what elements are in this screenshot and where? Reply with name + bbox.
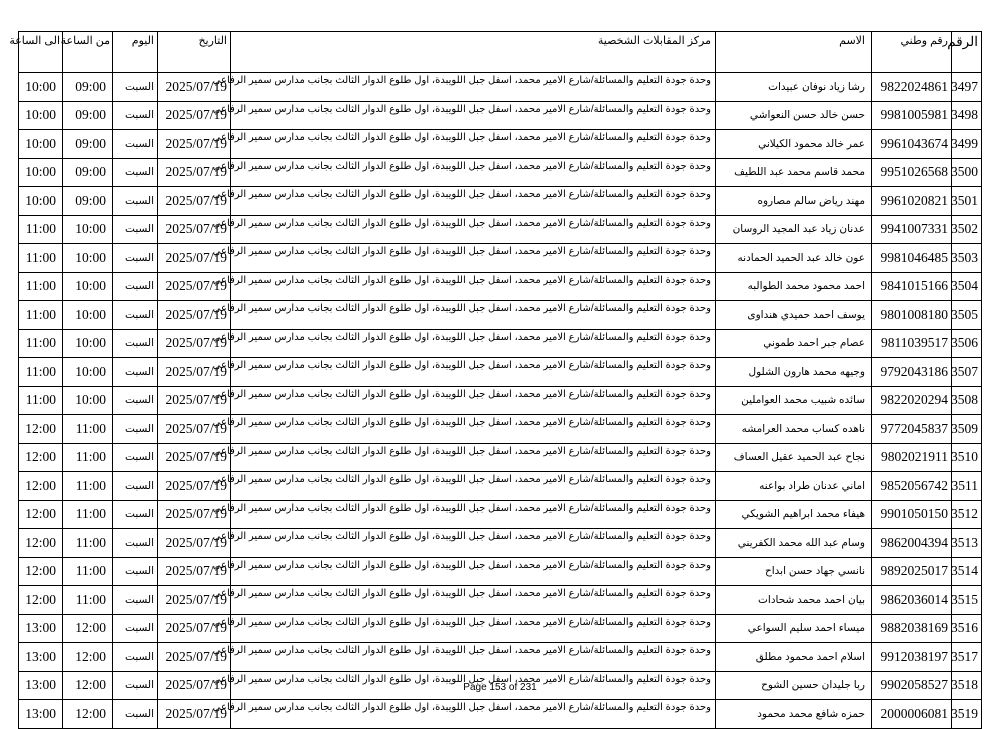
cell-center: وحدة جودة التعليم والمسائلة/شارع الامير محمد، اسفل جبل اللويبدة، اول طلوع الدوار الثالث بجانب مدارس سمير الرفاعي <box>231 301 716 330</box>
cell-date: 2025/07/19 <box>158 130 231 159</box>
cell-from-time: 10:00 <box>63 301 113 330</box>
cell-national-id: 9941007331 <box>872 215 952 244</box>
cell-name: اسلام احمد محمود مطلق <box>716 643 872 672</box>
cell-center: وحدة جودة التعليم والمسائلة/شارع الامير محمد، اسفل جبل اللويبدة، اول طلوع الدوار الثالث بجانب مدارس سمير الرفاعي <box>231 643 716 672</box>
cell-date: 2025/07/19 <box>158 329 231 358</box>
table-row <box>19 272 982 301</box>
table-row <box>19 529 982 558</box>
cell-center: وحدة جودة التعليم والمسائلة/شارع الامير محمد، اسفل جبل اللويبدة، اول طلوع الدوار الثالث بجانب مدارس سمير الرفاعي <box>231 101 716 130</box>
cell-center: وحدة جودة التعليم والمسائلة/شارع الامير محمد، اسفل جبل اللويبدة، اول طلوع الدوار الثالث بجانب مدارس سمير الرفاعي <box>231 614 716 643</box>
cell-from-time: 11:00 <box>63 529 113 558</box>
cell-to-time: 11:00 <box>19 215 63 244</box>
cell-name: هيفاء محمد ابراهيم الشويكي <box>716 500 872 529</box>
cell-day: السبت <box>113 443 158 472</box>
cell-day: السبت <box>113 130 158 159</box>
cell-name: نانسي جهاد حسن ابداح <box>716 557 872 586</box>
cell-center: وحدة جودة التعليم والمسائلة/شارع الامير محمد، اسفل جبل اللويبدة، اول طلوع الدوار الثالث بجانب مدارس سمير الرفاعي <box>231 386 716 415</box>
header-seq: الرقم <box>952 32 982 73</box>
cell-date: 2025/07/19 <box>158 415 231 444</box>
cell-date: 2025/07/19 <box>158 671 231 700</box>
cell-seq: 3503 <box>952 244 982 273</box>
header-row <box>19 32 982 73</box>
cell-seq: 3510 <box>952 443 982 472</box>
cell-national-id: 9901050150 <box>872 500 952 529</box>
cell-date: 2025/07/19 <box>158 101 231 130</box>
cell-name: يوسف احمد حميدي هنداوى <box>716 301 872 330</box>
cell-seq: 3517 <box>952 643 982 672</box>
cell-date: 2025/07/19 <box>158 187 231 216</box>
cell-name: وجيهه محمد هارون الشلول <box>716 358 872 387</box>
cell-to-time: 10:00 <box>19 187 63 216</box>
cell-from-time: 11:00 <box>63 500 113 529</box>
cell-national-id: 9801008180 <box>872 301 952 330</box>
cell-national-id: 9811039517 <box>872 329 952 358</box>
cell-national-id: 9902058527 <box>872 671 952 700</box>
cell-name: وسام عبد الله محمد الكفريني <box>716 529 872 558</box>
cell-national-id: 2000006081 <box>872 700 952 729</box>
cell-day: السبت <box>113 101 158 130</box>
table-row <box>19 643 982 672</box>
header-national-id: رقم وطني <box>872 32 952 73</box>
cell-center: وحدة جودة التعليم والمسائلة/شارع الامير محمد، اسفل جبل اللويبدة، اول طلوع الدوار الثالث بجانب مدارس سمير الرفاعي <box>231 415 716 444</box>
cell-national-id: 9951026568 <box>872 158 952 187</box>
cell-day: السبت <box>113 329 158 358</box>
cell-date: 2025/07/19 <box>158 557 231 586</box>
cell-name: مهند رياض سالم مصاروه <box>716 187 872 216</box>
cell-seq: 3498 <box>952 101 982 130</box>
cell-day: السبت <box>113 73 158 102</box>
table-row <box>19 500 982 529</box>
cell-to-time: 13:00 <box>19 614 63 643</box>
header-from-time: من الساعة <box>63 32 113 73</box>
cell-from-time: 12:00 <box>63 671 113 700</box>
cell-center: وحدة جودة التعليم والمسائلة/شارع الامير محمد، اسفل جبل اللويبدة، اول طلوع الدوار الثالث بجانب مدارس سمير الرفاعي <box>231 700 716 729</box>
cell-to-time: 11:00 <box>19 386 63 415</box>
cell-from-time: 11:00 <box>63 443 113 472</box>
table-row <box>19 415 982 444</box>
cell-name: محمد قاسم محمد عبد اللطيف <box>716 158 872 187</box>
cell-day: السبت <box>113 472 158 501</box>
cell-date: 2025/07/19 <box>158 643 231 672</box>
table-row <box>19 244 982 273</box>
table-row <box>19 158 982 187</box>
cell-date: 2025/07/19 <box>158 244 231 273</box>
cell-name: عون خالد عبد الحميد الحمادنه <box>716 244 872 273</box>
cell-day: السبت <box>113 586 158 615</box>
cell-date: 2025/07/19 <box>158 158 231 187</box>
cell-center: وحدة جودة التعليم والمسائلة/شارع الامير محمد، اسفل جبل اللويبدة، اول طلوع الدوار الثالث بجانب مدارس سمير الرفاعي <box>231 557 716 586</box>
table-row <box>19 130 982 159</box>
cell-to-time: 12:00 <box>19 443 63 472</box>
cell-from-time: 09:00 <box>63 73 113 102</box>
cell-to-time: 12:00 <box>19 557 63 586</box>
cell-center: وحدة جودة التعليم والمسائلة/شارع الامير محمد، اسفل جبل اللويبدة، اول طلوع الدوار الثالث بجانب مدارس سمير الرفاعي <box>231 158 716 187</box>
cell-national-id: 9892025017 <box>872 557 952 586</box>
cell-center: وحدة جودة التعليم والمسائلة/شارع الامير محمد، اسفل جبل اللويبدة، اول طلوع الدوار الثالث بجانب مدارس سمير الرفاعي <box>231 272 716 301</box>
cell-name: عمر خالد محمود الكيلاني <box>716 130 872 159</box>
cell-name: ناهده كساب محمد العرامشه <box>716 415 872 444</box>
cell-national-id: 9841015166 <box>872 272 952 301</box>
cell-seq: 3516 <box>952 614 982 643</box>
table-row <box>19 443 982 472</box>
cell-seq: 3513 <box>952 529 982 558</box>
cell-from-time: 11:00 <box>63 557 113 586</box>
cell-date: 2025/07/19 <box>158 301 231 330</box>
cell-date: 2025/07/19 <box>158 614 231 643</box>
cell-date: 2025/07/19 <box>158 586 231 615</box>
cell-name: ربا جليدان حسين الشوح <box>716 671 872 700</box>
cell-day: السبت <box>113 215 158 244</box>
cell-name: رشا زياد نوفان عبيدات <box>716 73 872 102</box>
cell-name: ميساء احمد سليم السواعي <box>716 614 872 643</box>
cell-from-time: 11:00 <box>63 586 113 615</box>
cell-day: السبت <box>113 614 158 643</box>
cell-to-time: 11:00 <box>19 358 63 387</box>
cell-from-time: 11:00 <box>63 472 113 501</box>
cell-national-id: 9822024861 <box>872 73 952 102</box>
cell-to-time: 12:00 <box>19 586 63 615</box>
cell-center: وحدة جودة التعليم والمسائلة/شارع الامير محمد، اسفل جبل اللويبدة، اول طلوع الدوار الثالث بجانب مدارس سمير الرفاعي <box>231 671 716 700</box>
table-row <box>19 73 982 102</box>
table-row <box>19 358 982 387</box>
cell-day: السبت <box>113 529 158 558</box>
cell-name: بيان احمد محمد شحادات <box>716 586 872 615</box>
table-body <box>19 73 982 729</box>
cell-seq: 3499 <box>952 130 982 159</box>
cell-center: وحدة جودة التعليم والمسائلة/شارع الامير محمد، اسفل جبل اللويبدة، اول طلوع الدوار الثالث بجانب مدارس سمير الرفاعي <box>231 130 716 159</box>
cell-day: السبت <box>113 386 158 415</box>
cell-day: السبت <box>113 187 158 216</box>
cell-from-time: 10:00 <box>63 386 113 415</box>
cell-to-time: 10:00 <box>19 130 63 159</box>
cell-center: وحدة جودة التعليم والمسائلة/شارع الامير محمد، اسفل جبل اللويبدة، اول طلوع الدوار الثالث بجانب مدارس سمير الرفاعي <box>231 329 716 358</box>
cell-name: احمد محمود محمد الطوالبه <box>716 272 872 301</box>
cell-day: السبت <box>113 358 158 387</box>
cell-from-time: 11:00 <box>63 415 113 444</box>
cell-to-time: 10:00 <box>19 101 63 130</box>
cell-national-id: 9802021911 <box>872 443 952 472</box>
cell-national-id: 9912038197 <box>872 643 952 672</box>
cell-to-time: 12:00 <box>19 529 63 558</box>
cell-seq: 3509 <box>952 415 982 444</box>
cell-from-time: 10:00 <box>63 272 113 301</box>
cell-seq: 3512 <box>952 500 982 529</box>
cell-seq: 3511 <box>952 472 982 501</box>
cell-date: 2025/07/19 <box>158 529 231 558</box>
cell-from-time: 09:00 <box>63 101 113 130</box>
cell-name: عدنان زياد عبد المجيد الروسان <box>716 215 872 244</box>
cell-from-time: 09:00 <box>63 158 113 187</box>
cell-from-time: 10:00 <box>63 215 113 244</box>
cell-center: وحدة جودة التعليم والمسائلة/شارع الامير محمد، اسفل جبل اللويبدة، اول طلوع الدوار الثالث بجانب مدارس سمير الرفاعي <box>231 472 716 501</box>
cell-from-time: 12:00 <box>63 700 113 729</box>
interview-schedule-table <box>9 31 982 729</box>
header-name: الاسم <box>716 32 872 73</box>
cell-to-time: 11:00 <box>19 329 63 358</box>
table-row <box>19 472 982 501</box>
cell-seq: 3519 <box>952 700 982 729</box>
cell-day: السبت <box>113 158 158 187</box>
table-row <box>19 215 982 244</box>
schedule-sheet <box>9 31 981 729</box>
cell-center: وحدة جودة التعليم والمسائلة/شارع الامير محمد، اسفل جبل اللويبدة، اول طلوع الدوار الثالث بجانب مدارس سمير الرفاعي <box>231 358 716 387</box>
cell-day: السبت <box>113 415 158 444</box>
cell-date: 2025/07/19 <box>158 272 231 301</box>
cell-date: 2025/07/19 <box>158 358 231 387</box>
cell-national-id: 9882038169 <box>872 614 952 643</box>
cell-day: السبت <box>113 557 158 586</box>
cell-national-id: 9862004394 <box>872 529 952 558</box>
cell-seq: 3505 <box>952 301 982 330</box>
cell-center: وحدة جودة التعليم والمسائلة/شارع الامير محمد، اسفل جبل اللويبدة، اول طلوع الدوار الثالث بجانب مدارس سمير الرفاعي <box>231 244 716 273</box>
cell-seq: 3508 <box>952 386 982 415</box>
cell-seq: 3514 <box>952 557 982 586</box>
cell-center: وحدة جودة التعليم والمسائلة/شارع الامير محمد، اسفل جبل اللويبدة، اول طلوع الدوار الثالث بجانب مدارس سمير الرفاعي <box>231 500 716 529</box>
cell-to-time: 13:00 <box>19 671 63 700</box>
cell-day: السبت <box>113 301 158 330</box>
cell-date: 2025/07/19 <box>158 500 231 529</box>
cell-date: 2025/07/19 <box>158 386 231 415</box>
cell-to-time: 12:00 <box>19 500 63 529</box>
cell-to-time: 13:00 <box>19 643 63 672</box>
cell-national-id: 9981046485 <box>872 244 952 273</box>
cell-day: السبت <box>113 272 158 301</box>
cell-day: السبت <box>113 671 158 700</box>
cell-to-time: 11:00 <box>19 244 63 273</box>
cell-center: وحدة جودة التعليم والمسائلة/شارع الامير محمد، اسفل جبل اللويبدة، اول طلوع الدوار الثالث بجانب مدارس سمير الرفاعي <box>231 73 716 102</box>
cell-seq: 3515 <box>952 586 982 615</box>
cell-national-id: 9822020294 <box>872 386 952 415</box>
cell-seq: 3506 <box>952 329 982 358</box>
cell-name: سائده شبيب محمد العواملين <box>716 386 872 415</box>
cell-from-time: 10:00 <box>63 329 113 358</box>
cell-date: 2025/07/19 <box>158 215 231 244</box>
table-row <box>19 187 982 216</box>
cell-seq: 3504 <box>952 272 982 301</box>
cell-name: عصام جبر احمد طموني <box>716 329 872 358</box>
cell-seq: 3497 <box>952 73 982 102</box>
cell-name: نجاح عبد الحميد عقيل العساف <box>716 443 872 472</box>
cell-to-time: 13:00 <box>19 700 63 729</box>
cell-center: وحدة جودة التعليم والمسائلة/شارع الامير محمد، اسفل جبل اللويبدة، اول طلوع الدوار الثالث بجانب مدارس سمير الرفاعي <box>231 586 716 615</box>
cell-national-id: 9961043674 <box>872 130 952 159</box>
cell-from-time: 09:00 <box>63 187 113 216</box>
cell-national-id: 9772045837 <box>872 415 952 444</box>
cell-name: حسن خالد حسن النعواشي <box>716 101 872 130</box>
cell-date: 2025/07/19 <box>158 700 231 729</box>
cell-seq: 3501 <box>952 187 982 216</box>
cell-center: وحدة جودة التعليم والمسائلة/شارع الامير محمد، اسفل جبل اللويبدة، اول طلوع الدوار الثالث بجانب مدارس سمير الرفاعي <box>231 529 716 558</box>
page-number: Page 153 of 231 <box>463 682 537 693</box>
cell-national-id: 9981005981 <box>872 101 952 130</box>
cell-seq: 3507 <box>952 358 982 387</box>
header-center: مركز المقابلات الشخصية <box>231 32 716 73</box>
cell-to-time: 11:00 <box>19 301 63 330</box>
cell-name: حمزه شافع محمد محمود <box>716 700 872 729</box>
cell-to-time: 12:00 <box>19 472 63 501</box>
header-day: اليوم <box>113 32 158 73</box>
cell-date: 2025/07/19 <box>158 472 231 501</box>
cell-day: السبت <box>113 244 158 273</box>
cell-to-time: 12:00 <box>19 415 63 444</box>
cell-center: وحدة جودة التعليم والمسائلة/شارع الامير محمد، اسفل جبل اللويبدة، اول طلوع الدوار الثالث بجانب مدارس سمير الرفاعي <box>231 215 716 244</box>
cell-from-time: 10:00 <box>63 358 113 387</box>
table-row <box>19 557 982 586</box>
cell-from-time: 09:00 <box>63 130 113 159</box>
cell-center: وحدة جودة التعليم والمسائلة/شارع الامير محمد، اسفل جبل اللويبدة، اول طلوع الدوار الثالث بجانب مدارس سمير الرفاعي <box>231 443 716 472</box>
table-row <box>19 101 982 130</box>
table-row <box>19 586 982 615</box>
cell-national-id: 9862036014 <box>872 586 952 615</box>
cell-center: وحدة جودة التعليم والمسائلة/شارع الامير محمد، اسفل جبل اللويبدة، اول طلوع الدوار الثالث بجانب مدارس سمير الرفاعي <box>231 187 716 216</box>
cell-day: السبت <box>113 700 158 729</box>
cell-to-time: 10:00 <box>19 73 63 102</box>
cell-to-time: 10:00 <box>19 158 63 187</box>
cell-from-time: 10:00 <box>63 244 113 273</box>
cell-date: 2025/07/19 <box>158 73 231 102</box>
table-row <box>19 301 982 330</box>
cell-national-id: 9792043186 <box>872 358 952 387</box>
header-date: التاريخ <box>158 32 231 73</box>
cell-from-time: 12:00 <box>63 614 113 643</box>
cell-national-id: 9961020821 <box>872 187 952 216</box>
cell-name: اماني عدنان طراد بواعنه <box>716 472 872 501</box>
cell-seq: 3500 <box>952 158 982 187</box>
cell-date: 2025/07/19 <box>158 443 231 472</box>
cell-day: السبت <box>113 500 158 529</box>
cell-to-time: 11:00 <box>19 272 63 301</box>
cell-day: السبت <box>113 643 158 672</box>
cell-seq: 3518 <box>952 671 982 700</box>
cell-seq: 3502 <box>952 215 982 244</box>
cell-national-id: 9852056742 <box>872 472 952 501</box>
header-to-time: الى الساعة <box>19 32 63 73</box>
table-row <box>19 700 982 729</box>
table-row <box>19 386 982 415</box>
table-row <box>19 329 982 358</box>
table-row <box>19 614 982 643</box>
cell-from-time: 12:00 <box>63 643 113 672</box>
